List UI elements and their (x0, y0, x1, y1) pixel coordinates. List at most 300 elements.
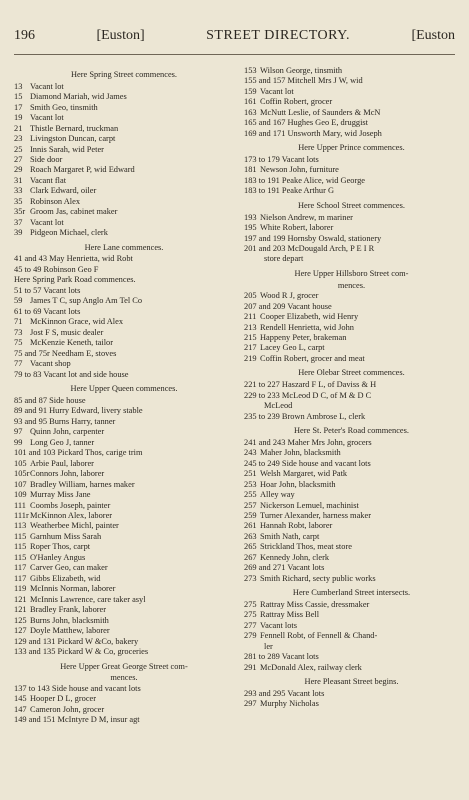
directory-entry (14, 715, 234, 725)
directory-entry (244, 76, 459, 86)
directory-entry (14, 254, 234, 264)
resident-text: Nickerson Lemuel, machinist (260, 500, 359, 510)
directory-entry (14, 501, 234, 511)
directory-entry (14, 113, 234, 123)
resident-text: Rattray Miss Bell (260, 610, 320, 620)
house-number: 275 (244, 600, 257, 609)
house-number: 119 (14, 584, 27, 594)
directory-entry (14, 459, 234, 469)
house-number: 181 (244, 165, 257, 175)
house-number: 217 (244, 343, 257, 353)
directory-entry (14, 584, 234, 594)
directory-entry (244, 652, 459, 662)
resident-text: Cooper Elizabeth, wid Henry (260, 312, 359, 322)
house-number: 21 (14, 123, 23, 133)
house-number: 291 (244, 662, 257, 672)
directory-entry (14, 103, 234, 113)
section-heading: Here St. Peter's Road commences. (293, 426, 409, 435)
directory-entry (14, 186, 234, 196)
section-heading: mences. (110, 673, 138, 683)
house-number: 109 (14, 490, 27, 500)
directory-entry (14, 469, 234, 479)
directory-entry (244, 563, 459, 573)
resident-text: Coffin Robert, grocer (260, 97, 333, 107)
directory-entry (244, 186, 459, 196)
directory-entry (244, 223, 459, 233)
directory-entry (244, 129, 459, 139)
resident-text: Happeny Peter, brakeman (260, 333, 347, 342)
directory-entry (244, 391, 459, 401)
resident-text: Bradley Frank, laborer (30, 605, 107, 615)
resident-text: James T C, sup Anglo Am Tel Co (30, 296, 143, 306)
resident-text: Garnhum Miss Sarah (30, 531, 102, 541)
directory-entry (244, 631, 459, 641)
resident-text: Coffin Robert, grocer and meat (260, 353, 365, 363)
house-number: 117 (14, 563, 27, 573)
directory-entry (244, 155, 459, 165)
resident-text: 89 and 91 Hurry Edward, livery stable (14, 406, 143, 416)
resident-text: Hoar John, blacksmith (260, 479, 336, 489)
resident-text: 93 and 95 Burns Harry, tanner (14, 416, 116, 426)
resident-text: Murphy Nicholas (260, 699, 319, 709)
directory-entry (244, 108, 459, 118)
house-number: 105r (14, 469, 30, 479)
directory-entry (244, 480, 459, 490)
resident-text: 79 to 83 Vacant lot and side house (14, 369, 129, 379)
resident-text: Burns John, blacksmith (30, 615, 109, 625)
resident-text: McInnis Lawrence, care taker asyl (30, 594, 146, 604)
directory-entry (244, 333, 459, 343)
directory-entry (244, 663, 459, 673)
resident-text: Groom Jas, cabinet maker (30, 207, 118, 217)
house-number: 161 (244, 97, 257, 107)
directory-entry (244, 213, 459, 223)
house-number: 17 (14, 102, 23, 112)
directory-entry (14, 286, 234, 296)
resident-text: McDonald Alex, railway clerk (260, 662, 362, 672)
resident-text: Livingston Duncan, carpt (30, 134, 116, 144)
directory-entry (14, 396, 234, 406)
house-number: 121 (14, 605, 27, 615)
resident-text: McInnis Norman, laborer (30, 584, 116, 594)
house-number: 111 (14, 500, 26, 510)
directory-entry (14, 124, 234, 134)
resident-text: 129 and 131 Pickard W &Co, bakery (14, 636, 139, 646)
resident-text: 293 and 295 Vacant lots (244, 689, 325, 698)
house-number: 97 (14, 427, 23, 437)
directory-entry (244, 610, 459, 620)
directory-entry (14, 511, 234, 521)
house-number: 297 (244, 699, 257, 709)
directory-entry (14, 637, 234, 647)
section-heading: Here Pleasant Street begins. (304, 677, 399, 687)
resident-text: Welsh Margaret, wid Patk (260, 469, 348, 479)
resident-text: Rendell Henrietta, wid John (260, 322, 354, 332)
directory-entry (14, 553, 234, 563)
house-number: 279 (244, 631, 257, 641)
resident-text: Jost F S, music dealer (30, 327, 104, 337)
section-heading: Here Upper Great George Street com- (60, 661, 188, 671)
resident-text: 269 and 271 Vacant lots (244, 563, 325, 573)
house-number: 147 (14, 704, 27, 714)
directory-entry (14, 542, 234, 552)
resident-text: 45 to 49 Robinson Geo F (14, 264, 99, 274)
resident-text: Turner Alexander, harness maker (260, 511, 371, 520)
resident-text: Hooper D L, grocer (30, 694, 97, 704)
header-rule (14, 54, 455, 55)
resident-text: Quinn John, carpenter (30, 427, 105, 437)
resident-text: Wilson George, tinsmith (260, 66, 343, 75)
house-number: 213 (244, 322, 257, 332)
page-title: STREET DIRECTORY. (206, 28, 350, 43)
house-number: 115 (14, 531, 27, 541)
directory-entry (244, 380, 459, 390)
directory-entry (14, 532, 234, 542)
entry-continuation: ler (264, 641, 273, 651)
resident-text: 197 and 199 Hornsby Oswald, stationery (244, 233, 382, 243)
directory-entry (244, 291, 459, 301)
house-number: 23 (14, 134, 23, 144)
resident-text: Cameron John, grocer (30, 704, 105, 714)
directory-entry (244, 323, 459, 333)
directory-entry (14, 165, 234, 175)
section-heading: Here Lane commences. (84, 242, 164, 252)
house-number: 29 (14, 165, 23, 175)
house-number: 35 (14, 196, 23, 206)
directory-entry (14, 595, 234, 605)
resident-text: Arbie Paul, laborer (30, 458, 94, 468)
directory-entry (14, 705, 234, 715)
left-column (14, 66, 234, 792)
section-heading: Here Cumberland Street intersects. (292, 588, 411, 598)
house-number: 219 (244, 353, 257, 363)
directory-entry (14, 480, 234, 490)
directory-entry (14, 359, 234, 369)
directory-entry (244, 699, 459, 709)
directory-entry (14, 490, 234, 500)
directory-entry (244, 459, 459, 469)
resident-text: 101 and 103 Pickard Thos, carige trim (14, 448, 143, 458)
house-number: 275 (244, 610, 257, 620)
resident-text: Murray Miss Jane (30, 490, 91, 500)
resident-text: 281 to 289 Vacant lots (244, 652, 319, 662)
directory-entry (14, 328, 234, 338)
house-number: 211 (244, 312, 257, 322)
resident-text: Hannah Robt, laborer (260, 521, 333, 531)
section-heading: Here Olebar Street commences. (298, 368, 405, 378)
directory-entry (244, 621, 459, 631)
house-number: 105 (14, 458, 27, 468)
resident-text: 133 and 135 Pickard W & Co, groceries (14, 647, 149, 657)
resident-text: McNutt Leslie, of Saunders & McN (260, 107, 381, 117)
section-heading: Here School Street commences. (298, 200, 405, 210)
resident-text: 201 and 203 McDougald Arch, P E I R (244, 244, 375, 253)
directory-entry (244, 165, 459, 175)
directory-entry (14, 265, 234, 275)
directory-entry (14, 82, 234, 92)
directory-entry (244, 501, 459, 511)
resident-text: Fennell Robt, of Fennell & Chand- (260, 631, 378, 641)
right-street-tag: [Euston (411, 28, 455, 43)
house-number: 115 (14, 542, 27, 552)
resident-text: Nielson Andrew, m mariner (260, 212, 353, 222)
directory-entry (244, 302, 459, 312)
resident-text: Weatherbee Michl, painter (30, 521, 119, 531)
house-number: 111r (14, 510, 29, 520)
resident-text: 155 and 157 Mitchell Mrs J W, wid (244, 76, 363, 86)
house-number: 73 (14, 327, 23, 337)
directory-entry (14, 134, 234, 144)
resident-text: 169 and 171 Unsworth Mary, wid Joseph (244, 128, 382, 138)
resident-text: Thistle Bernard, truckman (30, 123, 119, 133)
directory-entry (14, 417, 234, 427)
resident-text: 245 to 249 Side house and vacant lots (244, 458, 371, 468)
directory-entry (244, 312, 459, 322)
resident-text: Vacant lots (260, 620, 297, 630)
directory-entry (14, 176, 234, 186)
resident-text: Roach Margaret P, wid Edward (30, 165, 135, 175)
resident-text: 221 to 227 Haszard F L, of Daviss & H (244, 380, 377, 390)
house-number: 35r (14, 207, 26, 217)
directory-entry (14, 197, 234, 207)
house-number: 205 (244, 291, 257, 301)
directory-entry (14, 349, 234, 359)
resident-text: Newson John, furniture (260, 165, 339, 175)
resident-text: Diamond Mariah, wid James (30, 92, 127, 102)
resident-text: Here Spring Park Road commences. (14, 275, 136, 285)
page-number: 196 (14, 28, 35, 43)
house-number: 215 (244, 333, 257, 342)
house-number: 15 (14, 92, 23, 102)
resident-text: Clark Edward, oiler (30, 186, 97, 196)
resident-text: Vacant lot (30, 217, 64, 227)
resident-text: Alley way (260, 490, 295, 500)
directory-entry (14, 694, 234, 704)
resident-text: Innis Sarah, wid Peter (30, 144, 104, 154)
house-number: 99 (14, 437, 23, 447)
resident-text: 61 to 69 Vacant lots (14, 306, 81, 316)
resident-text: Coombs Joseph, painter (30, 500, 111, 510)
resident-text: 137 to 143 Side house and vacant lots (14, 683, 141, 693)
directory-entry (14, 155, 234, 165)
resident-text: Bradley William, harnes maker (30, 479, 135, 489)
house-number: 25 (14, 144, 23, 154)
resident-text: 173 to 179 Vacant lots (244, 155, 319, 164)
resident-text: Connors John, laborer (30, 469, 105, 479)
house-number: 195 (244, 223, 257, 233)
directory-entry (244, 600, 459, 610)
house-number: 253 (244, 479, 257, 489)
house-number: 153 (244, 66, 257, 75)
resident-text: 235 to 239 Brown Ambrose L, clerk (244, 411, 366, 421)
directory-entry (14, 92, 234, 102)
resident-text: Robinson Alex (30, 196, 81, 206)
resident-text: McKinnon Alex, laborer (30, 510, 113, 520)
house-number: 59 (14, 296, 23, 306)
resident-text: 165 and 167 Hughes Geo E, druggist (244, 118, 368, 128)
resident-text: Vacant shop (30, 359, 71, 369)
resident-text: Kennedy John, clerk (260, 552, 330, 562)
house-number: 255 (244, 490, 257, 500)
directory-entry (14, 228, 234, 238)
resident-text: 229 to 233 McLeod D C, of M & D C (244, 390, 372, 400)
right-column (244, 66, 459, 792)
resident-text: Doyle Matthew, laborer (30, 626, 110, 636)
directory-entry (244, 118, 459, 128)
directory-entry (244, 438, 459, 448)
section-heading: Here Upper Prince commences. (298, 143, 405, 153)
house-number: 115 (14, 552, 27, 562)
directory-entry (244, 412, 459, 422)
house-number: 163 (244, 107, 257, 117)
house-number: 145 (14, 694, 27, 704)
resident-text: 85 and 87 Side house (14, 395, 86, 405)
house-number: 159 (244, 86, 257, 96)
house-number: 261 (244, 521, 257, 531)
left-street-tag: [Euston] (96, 28, 145, 43)
directory-entry (14, 616, 234, 626)
directory-entry (244, 97, 459, 107)
entry-continuation: McLeod (264, 401, 293, 411)
house-number: 257 (244, 500, 257, 510)
house-number: 37 (14, 217, 23, 227)
house-number: 277 (244, 620, 257, 630)
house-number: 243 (244, 448, 257, 458)
resident-text: 183 to 191 Peake Alice, wid George (244, 175, 366, 185)
resident-text: McKinnon Grace, wid Alex (30, 317, 124, 327)
directory-entry (14, 296, 234, 306)
directory-entry (244, 511, 459, 521)
resident-text: 75 and 75r Needham E, stoves (14, 348, 117, 358)
directory-entry (244, 574, 459, 584)
house-number: 27 (14, 155, 23, 164)
house-number: 251 (244, 469, 257, 479)
house-number: 193 (244, 212, 257, 222)
resident-text: Strickland Thos, meat store (260, 542, 352, 552)
house-number: 39 (14, 228, 23, 238)
resident-text: Vacant lot (260, 86, 294, 96)
directory-entry (14, 406, 234, 416)
resident-text: O'Hanley Angus (30, 552, 86, 562)
resident-text: Rattray Miss Cassie, dressmaker (260, 600, 370, 609)
house-number: 75 (14, 338, 23, 348)
resident-text: Smith Geo, tinsmith (30, 102, 98, 112)
resident-text: 51 to 57 Vacant lots (14, 285, 81, 295)
resident-text: Roper Thos, carpt (30, 542, 91, 552)
directory-entry (244, 532, 459, 542)
directory-entry (14, 448, 234, 458)
resident-text: Gibbs Elizabeth, wid (30, 573, 101, 583)
resident-text: Pidgeon Michael, clerk (30, 228, 108, 238)
resident-text: Vacant lot (30, 81, 64, 91)
house-number: 263 (244, 531, 257, 541)
directory-entry (244, 176, 459, 186)
resident-text: 183 to 191 Peake Arthur G (244, 186, 335, 196)
house-number: 13 (14, 81, 23, 91)
resident-text: McKenzie Keneth, tailor (30, 338, 114, 348)
house-number: 107 (14, 479, 27, 489)
house-number: 121 (14, 594, 27, 604)
section-heading: Here Upper Queen commences. (70, 384, 178, 394)
directory-entry (14, 626, 234, 636)
directory-entry (244, 87, 459, 97)
resident-text: Smith Nath, carpt (260, 531, 320, 541)
resident-text: Long Geo J, tanner (30, 437, 95, 447)
directory-entry (14, 438, 234, 448)
directory-entry (244, 553, 459, 563)
resident-text: Side door (30, 155, 63, 164)
directory-entry (14, 521, 234, 531)
directory-entry (244, 521, 459, 531)
directory-entry (14, 563, 234, 573)
house-number: 33 (14, 186, 23, 196)
house-number: 117 (14, 573, 27, 583)
directory-entry (14, 427, 234, 437)
resident-text: Lacey Geo L, carpt (260, 343, 325, 353)
page-header (14, 28, 455, 48)
directory-entry (14, 275, 234, 285)
directory-entry (14, 647, 234, 657)
directory-entry (14, 605, 234, 615)
house-number: 127 (14, 626, 27, 636)
resident-text: Carver Geo, can maker (30, 563, 108, 573)
house-number: 125 (14, 615, 27, 625)
directory-entry (14, 145, 234, 155)
resident-text: 41 and 43 May Henrietta, wid Robt (14, 254, 133, 264)
resident-text: 241 and 243 Maher Mrs John, grocers (244, 437, 372, 447)
resident-text: Wood R J, grocer (260, 291, 319, 301)
directory-entry (244, 448, 459, 458)
directory-entry (244, 234, 459, 244)
directory-entry (14, 307, 234, 317)
directory-entry (244, 354, 459, 364)
directory-entry (244, 66, 459, 76)
directory-entry (14, 574, 234, 584)
resident-text: Vacant flat (30, 175, 67, 185)
directory-entry (244, 469, 459, 479)
house-number: 259 (244, 511, 257, 520)
directory-entry (14, 684, 234, 694)
house-number: 267 (244, 552, 257, 562)
resident-text: 207 and 209 Vacant house (244, 301, 332, 311)
directory-entry (244, 689, 459, 699)
resident-text: White Robert, laborer (260, 223, 334, 233)
resident-text: Maher John, blacksmith (260, 448, 341, 458)
resident-text: 149 and 151 McIntyre D M, insur agt (14, 715, 140, 725)
directory-entry (244, 244, 459, 254)
resident-text: Vacant lot (30, 113, 64, 123)
house-number: 273 (244, 573, 257, 583)
directory-entry (14, 207, 234, 217)
directory-entry (244, 343, 459, 353)
house-number: 77 (14, 359, 23, 369)
house-number: 113 (14, 521, 27, 531)
section-heading: mences. (337, 280, 366, 290)
directory-entry (14, 338, 234, 348)
directory-entry (244, 490, 459, 500)
house-number: 31 (14, 175, 23, 185)
house-number: 19 (14, 113, 23, 123)
section-heading: Here Spring Street commences. (70, 70, 178, 79)
directory-entry (14, 370, 234, 380)
directory-entry (14, 218, 234, 228)
directory-entry (244, 542, 459, 552)
directory-entry (14, 317, 234, 327)
resident-text: Smith Richard, secty public works (260, 573, 376, 583)
house-number: 265 (244, 542, 257, 552)
house-number: 71 (14, 317, 23, 327)
section-heading: Here Upper Hillsboro Street com- (294, 268, 409, 278)
